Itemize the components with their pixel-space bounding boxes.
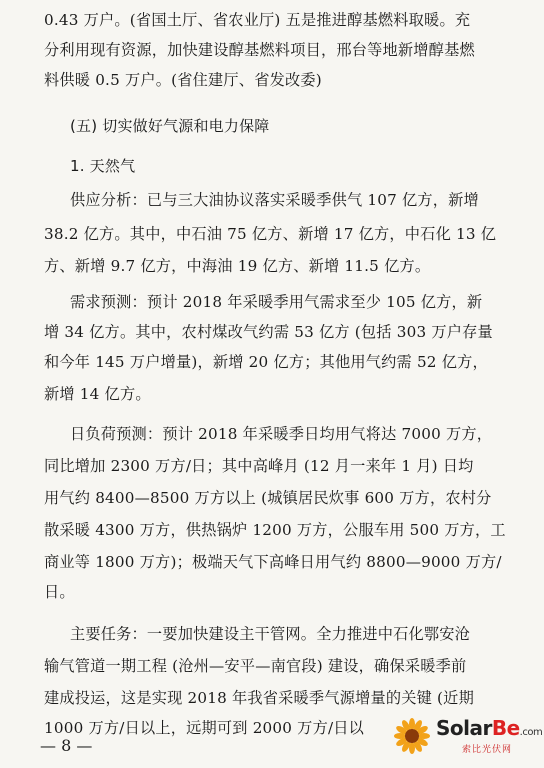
sunflower-icon bbox=[392, 716, 432, 756]
text-line: 建成投运，这是实现 2018 年我省采暖季气源增量的关键 (近期 bbox=[44, 689, 474, 707]
text-line: 日。 bbox=[44, 583, 75, 601]
watermark-brand-suffix: .com bbox=[519, 726, 543, 738]
text-line: 38.2 亿方。其中，中石油 75 亿方、新增 17 亿方，中石化 13 亿 bbox=[44, 225, 497, 243]
text-line: 同比增加 2300 万方/日；其中高峰月 (12 月一来年 1 月) 日均 bbox=[44, 457, 474, 475]
section-heading: (五) 切实做好气源和电力保障 bbox=[70, 117, 270, 135]
watermark-text bbox=[436, 717, 542, 756]
watermark-subtitle: 索比光伏网 bbox=[462, 744, 513, 755]
text-line: 1000 万方/日以上，远期可到 2000 万方/日以 bbox=[44, 719, 365, 737]
text-line: 增 34 亿方。其中，农村煤改气约需 53 亿方 (包括 303 万户存量 bbox=[44, 323, 493, 341]
text-line: 方、新增 9.7 亿方，中海油 19 亿方、新增 11.5 亿方。 bbox=[44, 257, 431, 275]
text-line: 日负荷预测：预计 2018 年采暖季日均用气将达 7000 万方， bbox=[70, 425, 493, 443]
text-line: 主要任务：一要加快建设主干管网。全力推进中石化鄂安沧 bbox=[70, 625, 471, 643]
watermark-brand-a: Solar bbox=[436, 715, 492, 740]
watermark-brand-b: Be bbox=[491, 715, 520, 740]
text-line: 新增 14 亿方。 bbox=[44, 385, 151, 403]
watermark bbox=[392, 712, 543, 760]
text-line: 和今年 145 万户增量)，新增 20 亿方；其他用气约需 52 亿方， bbox=[44, 353, 488, 371]
text-line: 0.43 万户。(省国土厅、省农业厅) 五是推进醇基燃料取暖。充 bbox=[44, 11, 471, 29]
text-line: 散采暖 4300 万方，供热锅炉 1200 万方，公服车用 500 万方，工 bbox=[44, 521, 506, 539]
subsection-heading: 1. 天然气 bbox=[70, 157, 136, 175]
text-line: 商业等 1800 万方)；极端天气下高峰日用气约 8800—9000 万方/ bbox=[44, 553, 502, 571]
text-line: 料供暖 0.5 万户。(省住建厅、省发改委) bbox=[44, 71, 322, 89]
text-line: 需求预测：预计 2018 年采暖季用气需求至少 105 亿方，新 bbox=[70, 293, 483, 311]
text-line: 用气约 8400—8500 万方以上 (城镇居民炊事 600 万方，农村分 bbox=[44, 489, 492, 507]
page-number: — 8 — bbox=[40, 736, 93, 755]
text-line: 输气管道一期工程 (沧州—安平—南官段) 建设，确保采暖季前 bbox=[44, 657, 467, 675]
text-line: 分利用现有资源，加快建设醇基燃料项目，邢台等地新增醇基燃 bbox=[44, 41, 475, 59]
watermark-brand bbox=[436, 717, 542, 744]
text-line: 供应分析：已与三大油协议落实采暖季供气 107 亿方，新增 bbox=[70, 191, 479, 209]
